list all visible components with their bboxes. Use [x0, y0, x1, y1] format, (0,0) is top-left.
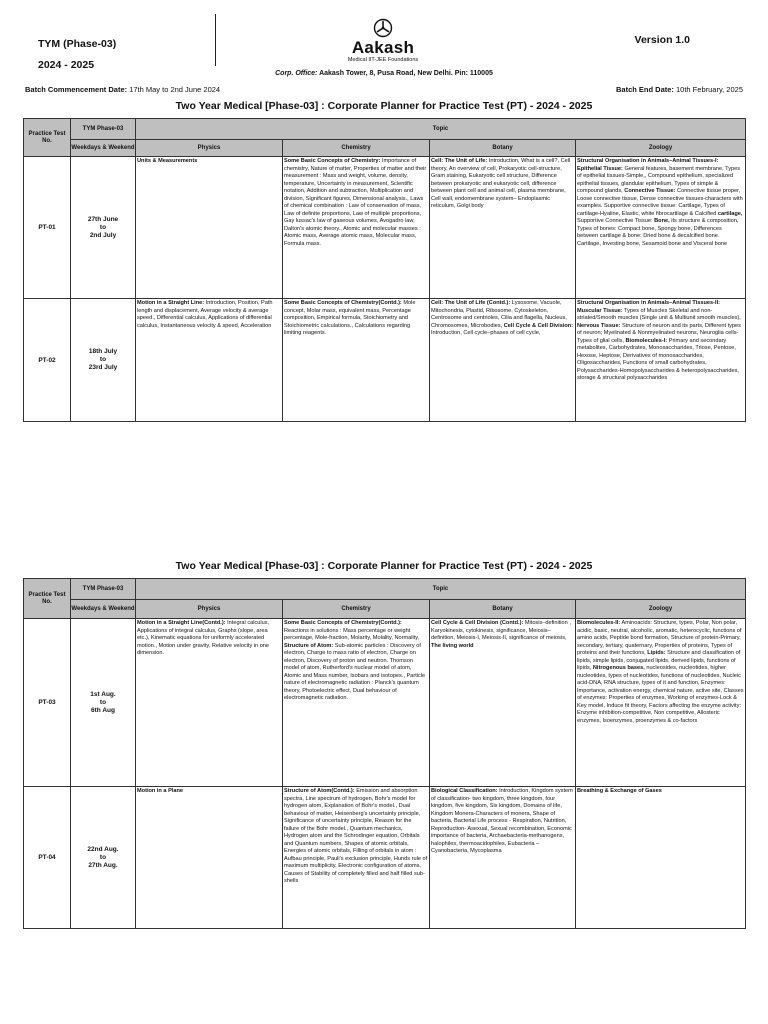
topic-text: Primary and secondary metabolites, Carbohydrates, Monosaccharides, Triose, Pentose, Hexose, Heptose, Derivatives of monosaccharides, Oligosaccharides, Functions of small carbohydrates, Polysaccharides-Homopolysaccharides & heteropolysaccharides, storage & structural polysaccharides	[577, 337, 739, 381]
topic-heading: Motion in a Straight Line(Contd.):	[137, 620, 226, 626]
table-row	[24, 619, 746, 787]
topic-text: Mitosis–definition , Karyokinesis, cytokinesis, significance, Meiosis–definition, Meiosis-I, Meiosis-II, significance of meiosis,	[431, 620, 571, 641]
topic-heading: Structural Organisation in Animals–Animal Tissues-II: Muscular Tissue:	[577, 300, 720, 314]
col-physics: Physics	[136, 140, 283, 157]
topic-text: Integral calculus, Applications of integral calculus, Graphs (slope, area etc.), Kinematic equations for uniformly accelerated motion., Motion under gravity, Relative velocity in one dimension.	[137, 620, 270, 656]
batch-start-label: Batch Commencement Date:	[25, 85, 128, 94]
topic-heading: Structure of Atom(Contd.):	[284, 788, 355, 794]
topic-heading: Breathing & Exchange of Gases	[577, 788, 662, 794]
date-line: 27th Aug.	[88, 861, 118, 869]
topic-text: Reactions in solutions : Mass percentage or weight percentage, Mole-fraction, Molarity, Molality, Normality,	[284, 627, 420, 641]
batch-end-label: Batch End Date:	[615, 85, 674, 94]
topic-heading: Biomolecules-II:	[577, 620, 621, 626]
corp-office-address: Aakash Tower, 8, Pusa Road, New Delhi. Pin: 110005	[317, 70, 493, 77]
botany-topic	[430, 157, 576, 299]
topic-text: Emission and absorption spectra, Line spectrum of hydrogen, Bohr's model for hydrogen atom, Explanation of Bohr's model., Dual behaviour of matter, Heisenberg's uncertainty principle, Significance of uncertainty principle, Reason for the failure of the Bohr model., Quantum mechanics, Hydrogen atom and the Schrodinger equation, Orbitals and Quantum numbers, Shapes of atomic orbitals, Energies of atomic orbitals, Filling of orbitals in atom : Aufbau principle, Pauli's exclusion principle, Hunds rule of maximum multiplicity, Electronic configuration of atoms, Causes of Stability of completely filled and half filled sub-shells	[284, 788, 428, 884]
table-row	[24, 787, 746, 929]
test-dates	[71, 787, 136, 929]
practice-test-no: PT-03	[24, 619, 71, 787]
table-row	[24, 299, 746, 422]
col-zoology: Zoology	[576, 140, 746, 157]
topic-heading: Units & Measurements	[137, 158, 198, 164]
practice-test-no: PT-01	[24, 157, 71, 299]
section-title: Two Year Medical [Phase-03] : Corporate Planner for Practice Test (PT) - 2024 - 2025	[175, 100, 593, 112]
physics-topic	[136, 787, 283, 929]
physics-topic	[136, 299, 283, 422]
test-dates	[71, 157, 136, 299]
course-name: TYM (Phase-03)	[38, 38, 117, 50]
col-practice-test: Practice Test No.	[24, 119, 71, 157]
practice-test-no: PT-04	[24, 787, 71, 929]
topic-text: Sub-atomic particles : Discovery of electron, Charge to mass ratio of electron, Charge on electron, Discovery of proton and neutron. Thomson model of atom, Rutherford's nuclear model of atom, Atomic and Mass number, Isobars and isotopes., Particle nature of electromagnetic radiation : Planck's quantum theory, Photoelectric effect, Dual behaviour of electromagnetic radiation.	[284, 642, 426, 701]
date-line: to	[99, 223, 107, 231]
col-botany: Botany	[430, 140, 576, 157]
date-line: 23rd July	[88, 364, 118, 371]
botany-topic	[430, 299, 576, 422]
test-dates	[71, 619, 136, 787]
topic-heading: Structural Organisation in Animals–Animal Tissues-I: Epithelial Tissue:	[577, 158, 719, 172]
chemistry-topic	[283, 787, 430, 929]
topic-text: Structure of neuron and its parts, Different types of neuron; Myelinated & Nonmyelinated neurons, Neuroglia cells-Types of glial cells,	[577, 322, 741, 344]
col-chemistry: Chemistry	[283, 140, 430, 157]
physics-topic	[136, 619, 283, 787]
date-line: 2nd July	[89, 231, 117, 239]
topic-heading: The living world	[431, 642, 474, 649]
topic-text: its structure & composition, Types of bones: Compact bone, Spongy bone, Differences between cartilage & bone: Dried bone & decalcified bone. Cartilage, Investing bone, Sesamoid bone and Visceral bone	[577, 218, 739, 247]
version-label: Version 1.0	[634, 34, 690, 46]
topic-heading: Some Basic Concepts of Chemistry:	[284, 158, 381, 164]
test-dates	[71, 299, 136, 422]
topic-heading: Structure of Atom:	[284, 642, 334, 649]
date-line: 6th Aug	[91, 706, 115, 714]
date-line: to	[99, 356, 107, 363]
chemistry-topic	[283, 619, 430, 787]
zoology-topic	[576, 157, 746, 299]
date-line: to	[99, 698, 107, 706]
col-chemistry: Chemistry	[283, 600, 430, 619]
topic-text: Introduction, Kingdom system of classification- two kingdom, three kingdom, four kingdom, five kingdom, Six kingdom, Domains of life, Kingdom Monera-Characters of monera, Shape of bacteria, Bacterial Life process - Respiration, Nutrition, Reproduction- Asexual, Sexual recombination, Economic importance of bacteria, Archaebacteria-methanogens, halophiles, thermoacidophiles, Eubacteria – Cyanobacteria, Mycoplasma	[431, 788, 573, 854]
col-botany: Botany	[430, 600, 576, 619]
col-zoology: Zoology	[576, 600, 746, 619]
practice-test-no: PT-02	[24, 299, 71, 422]
topic-heading: Cell Cycle & Cell Division (Contd.):	[431, 620, 524, 626]
chemistry-topic	[283, 157, 430, 299]
corp-office-label: Corp. Office:	[275, 70, 318, 77]
logo-tagline: Medical IIT-JEE Foundations	[347, 57, 419, 63]
topic-text: General features, basement membrane, Types of epithelial tissues-Simple,, Compound epithelium, specialized epithelial tissues, glandular epithelium, Types of simple & compound glands,	[577, 165, 741, 194]
topic-heading: Biological Classification:	[431, 788, 498, 794]
topic-heading: Biomolecules-I:	[625, 337, 668, 344]
topic-heading: Nervous Tissue:	[577, 322, 621, 329]
planner-table	[23, 578, 746, 929]
topic-text: Connective tissue proper, Loose connective tissue, Dense connective tissues-characters with examples. Supportive connective tissue: Cartilage, Types of cartilage-Hyaline, Elastic, white fibrocartilage & Calcified	[577, 188, 743, 217]
col-topic: Topic	[136, 579, 746, 600]
col-weekdays: Weekdays & Weekend	[71, 140, 136, 157]
col-tym: TYM Phase-03	[71, 579, 136, 600]
topic-heading: Some Basic Concepts of Chemistry(Contd.):	[284, 620, 402, 626]
topic-heading: Nitrogenous bases,	[592, 665, 645, 671]
date-line: 22nd Aug.	[87, 845, 119, 853]
date-line: to	[99, 853, 107, 861]
zoology-topic	[576, 787, 746, 929]
topic-heading: Connective Tissue:	[624, 188, 676, 194]
date-line: 1st Aug.	[90, 690, 116, 698]
topic-text: Introduction, Position, Path length and displacement, Average velocity & average speed., Differential calculus, Applications of differential calculus, Instantaneous velocity & speed, Acceleration	[137, 300, 273, 329]
col-topic: Topic	[136, 119, 746, 140]
corp-office	[0, 70, 768, 77]
topic-text: Mole concept, Molar mass, equivalent mass, Percentage composition, Empirical formula, Stoichiometry and Stoichiometric calculations., Calculations regarding limiting reagents.	[284, 300, 416, 336]
aakash-logo	[338, 18, 428, 64]
section-title: Two Year Medical [Phase-03] : Corporate Planner for Practice Test (PT) - 2024 - 2025	[175, 560, 593, 572]
topic-text: Aminoacids: Structure, types, Polar, Non polar, acidic, basic, neutral, alcoholic, aromatic, heterocyclic, functions of amino acids, Peptide bond formation, Structure of protein-Primary, secondary, tertiary, quaternary, Properties of proteins, Types of proteins and their functions,	[577, 620, 742, 656]
topic-heading: Some Basic Concepts of Chemistry(Contd.):	[284, 300, 402, 306]
table-row	[24, 157, 746, 299]
col-tym: TYM Phase-03	[71, 119, 136, 140]
chemistry-topic	[283, 299, 430, 422]
topic-text: Supportive Connective Tissue:	[577, 218, 655, 224]
botany-topic	[430, 787, 576, 929]
topic-heading: Cell: The Unit of Life:	[431, 158, 488, 164]
planner-table	[23, 118, 746, 422]
topic-heading: Motion in a Plane	[137, 788, 183, 794]
topic-heading: Cell: The Unit of Life (Contd.):	[431, 300, 511, 306]
topic-heading: Lipids:	[647, 650, 666, 656]
physics-topic	[136, 157, 283, 299]
topic-text: Importance of chemistry, Nature of matter, Properties of matter and their measurement : Mass and weight, volume, density, temperature, Uncertainty in measurement, Scientific notation, Addition and subtraction, Multiplication and division, Significant figures, Dimensional analysis., Laws of chemical combination : Law of conservation of mass, Law of definite proportions, Law of multiple proportions, Gay lussac's law of gaseous volumes, Avogadro law, Dalton's atomic theory., Atomic and molecular masses : Atomic mass, Average atomic mass, Molecular mass, Formula mass.	[284, 158, 427, 247]
logo-emblem-icon	[373, 18, 393, 38]
topic-text: Lysosome, Vacuole, Mitochondria, Plastid, Ribosome, Cytoskeleton, Centrosome and centrioles, Cilia and flagella, Nucleus, Chromosomes, Microbodies,	[431, 300, 567, 329]
date-line: 18th July	[88, 348, 118, 355]
topic-heading: Motion in a Straight Line:	[137, 300, 205, 306]
logo-brand: Aakash	[351, 38, 415, 57]
topic-text: Introduction, Cell cycle–phases of cell cycle,	[431, 330, 541, 336]
session-year: 2024 - 2025	[38, 59, 95, 71]
topic-text: Structure and classification of lipids, simple lipids, conjugated lipids, derived lipids, functions of lipids,	[577, 650, 741, 671]
col-physics: Physics	[136, 600, 283, 619]
botany-topic	[430, 619, 576, 787]
col-weekdays: Weekdays & Weekend	[71, 600, 136, 619]
topic-heading: Cell Cycle & Cell Division:	[503, 322, 574, 329]
topic-text: Types of Muscles Skeletal and non-striated/Smooth muscles (Single unit & Multiunit smooth muscles),	[577, 307, 741, 321]
date-line: 27th June	[87, 215, 119, 223]
zoology-topic	[576, 619, 746, 787]
topic-text: Introduction, What is a cell?, Cell theory, An overview of cell, Prokaryotic cell-structure, Gram staining, Eukaryotic cell structure, Difference between prokaryotic and eukaryotic cell, difference between plant cell and animal cell, plasma membrane, Cell wall, endomembrane system– Endoplasmic reticulum, Golgi body	[431, 158, 571, 209]
col-practice-test: Practice Test No.	[24, 579, 71, 619]
zoology-topic	[576, 299, 746, 422]
header-divider	[215, 14, 216, 66]
batch-end-value: 10th February, 2025	[673, 85, 743, 94]
topic-text: nucleosides, nucleotides, higher nucleotides, types of nucleotides, functions of nucleotides, Nucleic acid-DNA, RNA structure, types of it and function, Enzymes: Importance, activation energy, chemical nature, active site, Classes of enzymes: Properties of enzymes, Working of enzymes-Lock & Key model, Induce fit theory, Factors affecting the enzyme activity: Enzyme inhibition-competitive, Non competitive, Allosteric enzymes, Isoenzymes, proenzymes & co-factors	[577, 665, 744, 724]
batch-start	[25, 85, 220, 94]
topic-heading: Bone,	[654, 218, 670, 224]
batch-end	[616, 85, 743, 94]
batch-start-value: 17th May to 2nd June 2024	[127, 85, 221, 94]
topic-heading: cartilage,	[717, 210, 743, 217]
